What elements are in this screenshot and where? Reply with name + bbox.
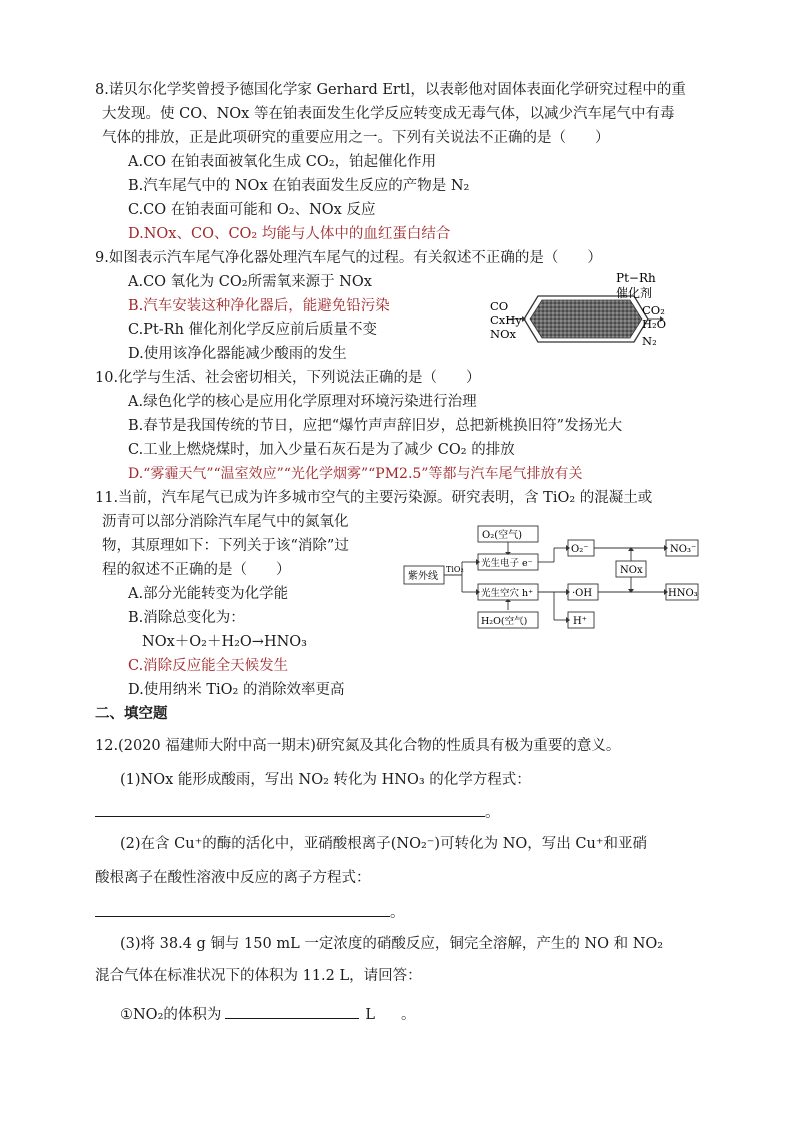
electron-label: 光生电子 e⁻ xyxy=(481,558,533,569)
q12-sub1-unit: L xyxy=(365,1007,376,1023)
q12-part3-line2: 混合气体在标准状况下的体积为 11.2 L，请回答： xyxy=(95,968,422,984)
q12-part3-line1: (3)将 38.4 g 铜与 150 mL 一定浓度的硝酸反应，铜完全溶解，产生的 NO 和 NO₂ xyxy=(120,936,664,952)
q11-option-a: A.部分光能转变为化学能 xyxy=(128,586,289,602)
catalytic-converter-figure xyxy=(486,270,676,354)
catalyst-bed xyxy=(530,300,642,338)
hno3-label: HNO₃ xyxy=(668,588,698,599)
no3-label: NO₃⁻ xyxy=(670,544,697,555)
q9-option-c: C.Pt-Rh 催化剂化学反应前后质量不变 xyxy=(128,322,378,338)
nox-label: NOx xyxy=(620,565,643,576)
q11-equation: NOx＋O₂＋H₂O→HNO₃ xyxy=(142,634,307,650)
q8-option-b: B.汽车尾气中的 NOx 在铂表面发生反应的产物是 N₂ xyxy=(128,178,470,194)
h2o-air-label: H₂O(空气) xyxy=(481,616,528,627)
q9-option-d: D.使用该净化器能减少酸雨的发生 xyxy=(128,346,347,362)
h-plus-label: H⁺ xyxy=(573,616,587,627)
output-n2: N₂ xyxy=(642,334,657,348)
q12-stem: 12.(2020 福建师大附中高一期末)研究氮及其化合物的性质具有极为重要的意义。 xyxy=(95,738,621,754)
q11-stem-line3: 物，其原理如下：下列关于该“消除”过 xyxy=(102,538,349,554)
q8-option-a: A.CO 在铂表面被氧化生成 CO₂，铂起催化作用 xyxy=(128,154,437,170)
answer-blank-2[interactable] xyxy=(95,902,390,917)
q9-stem: 9.如图表示汽车尾气净化器处理汽车尾气的过程。有关叙述不正确的是（ ） xyxy=(95,250,602,266)
q12-part1-end: 。 xyxy=(485,805,500,821)
answer-blank-3[interactable] xyxy=(225,1004,359,1019)
q11-option-b: B.消除总变化为： xyxy=(128,610,245,626)
q11-stem-line4: 程的叙述不正确的是（ ） xyxy=(102,562,291,578)
hole-label: 光生空穴 h⁺ xyxy=(481,588,534,599)
oh-label: ·OH xyxy=(572,588,593,599)
answer-blank-1[interactable] xyxy=(95,802,485,817)
input-co: CO xyxy=(490,299,509,313)
q12-part2-end: 。 xyxy=(390,905,405,921)
q12-sub1-line xyxy=(120,1004,416,1025)
q10-option-d: D.“雾霾天气”“温室效应”“光化学烟雾”“PM2.5”等都与汽车尾气排放有关 xyxy=(128,466,583,482)
q12-part2-line1: (2)在含 Cu⁺的酶的活化中，亚硝酸根离子(NO₂⁻)可转化为 NO，写出 Cu⁺和亚硝 xyxy=(120,836,647,852)
q12-part2-answer-line xyxy=(95,902,405,923)
q8-stem-line1: 8.诺贝尔化学奖曾授予德国化学家 Gerhard Ertl，以表彰他对固体表面化学研究过程中的重 xyxy=(95,82,686,98)
q10-stem: 10.化学与生活、社会密切相关，下列说法正确的是（ ） xyxy=(95,370,481,386)
q11-stem-line1: 11.当前，汽车尾气已成为许多城市空气的主要污染源。研究表明，含 TiO₂ 的混凝土或 xyxy=(95,490,653,506)
q11-stem-line2: 沥青可以部分消除汽车尾气中的氮氧化 xyxy=(102,514,349,530)
q8-stem-line2: 大发现。使 CO、NOx 等在铂表面发生化学反应转变成无毒气体，以减少汽车尾气中有毒 xyxy=(102,106,675,122)
section-fill-in-title: 二、填空题 xyxy=(95,705,168,722)
o2-air-label: O₂(空气) xyxy=(482,530,523,541)
output-co2: CO₂ xyxy=(642,303,665,317)
input-cxhy: CxHy xyxy=(490,313,522,327)
q12-part1-answer-line xyxy=(95,802,500,823)
o2-minus-label: O₂⁻ xyxy=(571,544,589,555)
catalyst-label-1: Pt−Rh xyxy=(616,271,656,285)
q12-sub1-prefix: ①NO₂的体积为 xyxy=(120,1007,222,1023)
q12-sub1-end: 。 xyxy=(401,1007,416,1023)
q10-option-b: B.春节是我国传统的节日，应把“爆竹声声辞旧岁，总把新桃换旧符”发扬光大 xyxy=(128,418,623,434)
uv-label: 紫外线 xyxy=(408,571,438,582)
photocatalysis-flow-figure xyxy=(402,522,702,634)
q12-part1: (1)NOx 能形成酸雨，写出 NO₂ 转化为 HNO₃ 的化学方程式： xyxy=(120,772,531,788)
catalyst-label-2: 催化剂 xyxy=(616,286,653,300)
tio2-label: TiO₂ xyxy=(446,565,464,574)
q12-part2-line2: 酸根离子在酸性溶液中反应的离子方程式： xyxy=(95,870,371,886)
q9-option-b: B.汽车安装这种净化器后，能避免铅污染 xyxy=(128,298,390,314)
q9-option-a: A.CO 氧化为 CO₂所需氧来源于 NOx xyxy=(128,274,372,290)
input-nox: NOx xyxy=(490,327,516,341)
q8-option-d: D.NOx、CO、CO₂ 均能与人体中的血红蛋白结合 xyxy=(128,226,451,242)
q10-option-a: A.绿色化学的核心是应用化学原理对环境污染进行治理 xyxy=(128,394,477,410)
q11-option-d: D.使用纳米 TiO₂ 的消除效率更高 xyxy=(128,682,345,698)
output-h2o: H₂O xyxy=(642,317,667,331)
q11-option-c: C.消除反应能全天候发生 xyxy=(128,658,289,674)
q8-stem-line3: 气体的排放，正是此项研究的重要应用之一。下列有关说法不正确的是（ ） xyxy=(102,130,610,146)
q10-option-c: C.工业上燃烧煤时，加入少量石灰石是为了减少 CO₂ 的排放 xyxy=(128,442,515,458)
q8-option-c: C.CO 在铂表面可能和 O₂、NOx 反应 xyxy=(128,202,376,218)
